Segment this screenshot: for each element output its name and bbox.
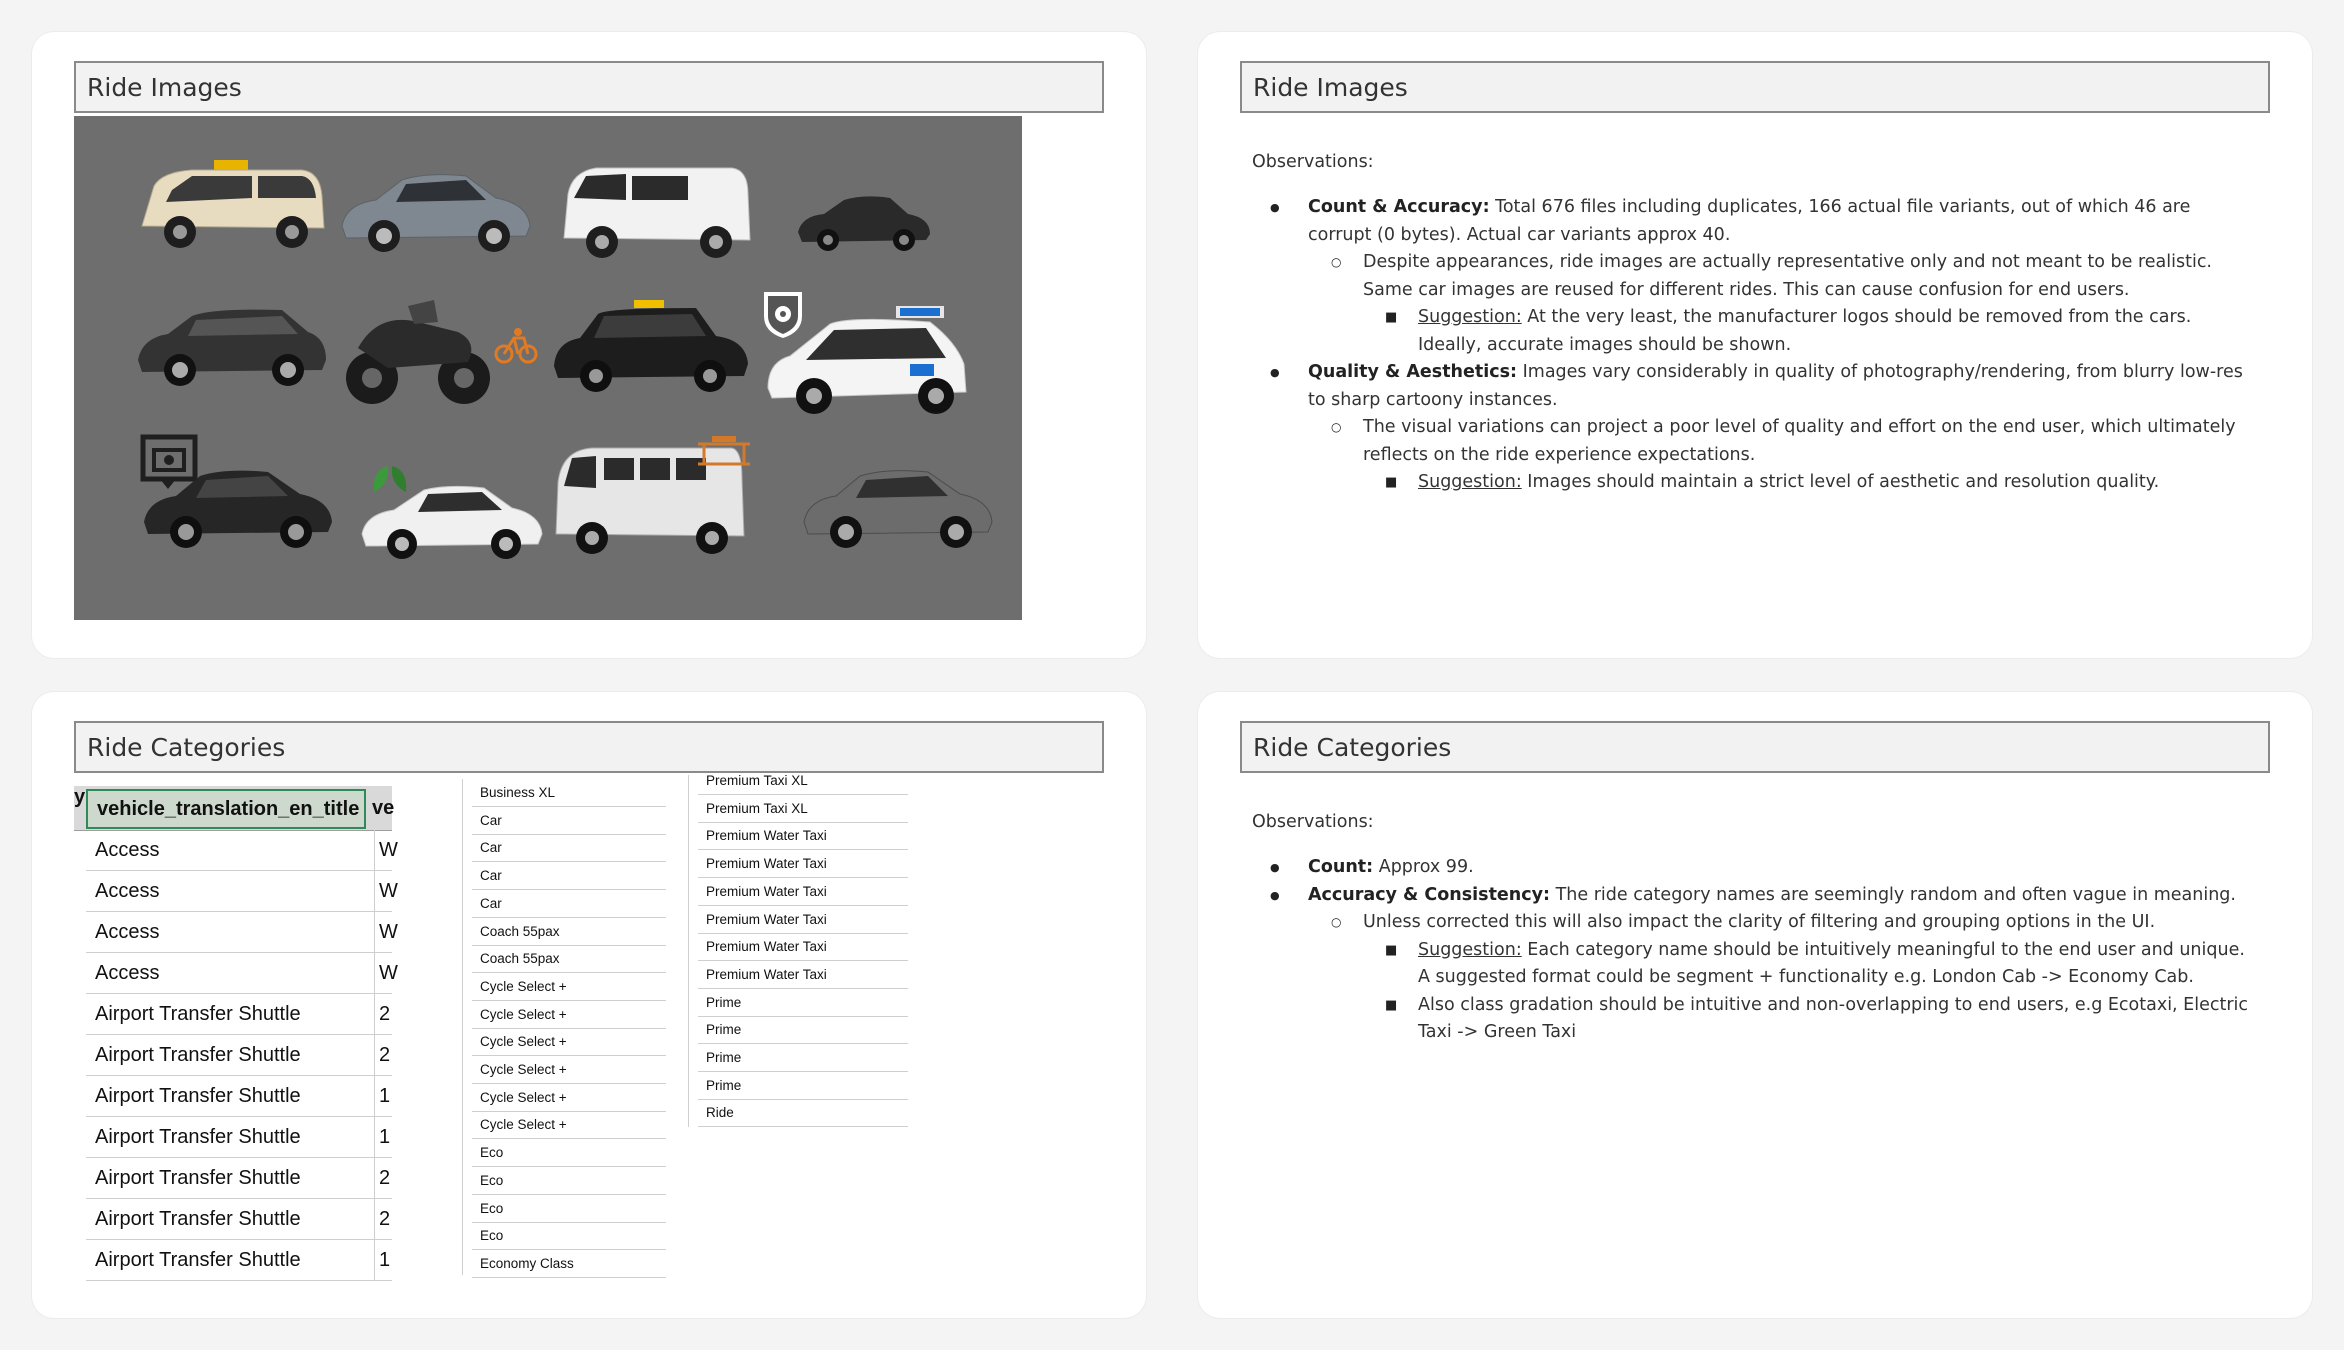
table-row[interactable]: [472, 1222, 666, 1250]
table-cell-title[interactable]: Airport Transfer Shuttle: [95, 1167, 301, 1189]
table-row[interactable]: [86, 953, 398, 994]
table-cell-clipped[interactable]: 1: [374, 1076, 395, 1116]
slide-ride-images-gallery: [32, 32, 1146, 658]
observations-list: [1252, 194, 2252, 497]
table-row[interactable]: [698, 1099, 908, 1127]
table-row[interactable]: [472, 1084, 666, 1112]
table-cell-category[interactable]: Ride: [706, 1105, 734, 1121]
london-cab-icon: [546, 296, 756, 396]
table-row[interactable]: [472, 1167, 666, 1195]
table-cell-category[interactable]: Prime: [706, 994, 742, 1010]
table-cell-category[interactable]: Eco: [480, 1172, 504, 1188]
sedan-black-small-icon: [794, 186, 934, 256]
table-row[interactable]: [86, 830, 398, 871]
table-cell-category[interactable]: Prime: [706, 1050, 742, 1065]
spreadsheet-header-row: [74, 786, 395, 831]
table-cell-category[interactable]: Business XL: [480, 785, 556, 800]
table-cell-category[interactable]: Premium Water Taxi: [706, 939, 827, 955]
table-cell-clipped[interactable]: 2: [374, 1035, 395, 1075]
table-row[interactable]: [698, 1044, 908, 1072]
slide-title: Ride Images: [74, 61, 1104, 113]
table-cell-category[interactable]: Premium Water Taxi: [706, 911, 827, 927]
table-cell-category[interactable]: Economy Class: [480, 1255, 574, 1271]
table-cell-clipped[interactable]: W: [374, 953, 395, 993]
table-cell-category[interactable]: Premium Water Taxi: [706, 883, 827, 899]
list-item: ○ Unless corrected this will also impact the clarity of filtering and grouping options in the UI.: [1252, 909, 2252, 937]
table-cell-clipped[interactable]: W: [374, 912, 395, 952]
table-cell-title[interactable]: Airport Transfer Shuttle: [95, 1126, 301, 1148]
table-row[interactable]: [472, 973, 666, 1001]
table-cell-category[interactable]: Premium Water Taxi: [706, 856, 827, 872]
list-item: ● Count: Approx 99.: [1252, 854, 2252, 882]
table-row[interactable]: [698, 1016, 908, 1044]
table-cell-category[interactable]: Cycle Select +: [480, 1034, 567, 1050]
table-row[interactable]: [472, 1195, 666, 1223]
slide-title: Ride Images: [1240, 61, 2270, 113]
table-row[interactable]: [698, 878, 908, 906]
table-row[interactable]: [86, 912, 398, 953]
slide-title: Ride Categories: [1240, 721, 2270, 773]
list-item: ■ Suggestion: Each category name should be intuitively meaningful to the end user and unique. A suggested format could be segment + functionality e.g. London Cab -> Economy Cab.: [1252, 937, 2252, 992]
table-cell-category[interactable]: Car: [480, 812, 502, 828]
table-cell-category[interactable]: Cycle Select +: [480, 1117, 567, 1133]
table-row[interactable]: [472, 945, 666, 973]
table-cell-category[interactable]: Coach 55pax: [480, 923, 560, 939]
observations-block: [1252, 152, 2252, 497]
sedan-grey-icon: [798, 456, 998, 556]
table-cell-title[interactable]: Airport Transfer Shuttle: [95, 1044, 301, 1066]
table-cell-clipped[interactable]: 2: [374, 1199, 395, 1239]
table-row[interactable]: [472, 807, 666, 835]
table-cell-title[interactable]: Access: [95, 880, 160, 902]
table-cell-clipped[interactable]: 2: [374, 1158, 395, 1198]
table-row[interactable]: [472, 779, 666, 807]
table-cell-clipped[interactable]: 2: [374, 994, 395, 1034]
header-cell-right-edge: ve: [372, 797, 395, 819]
table-row[interactable]: [472, 1111, 666, 1139]
table-row[interactable]: [698, 767, 908, 795]
observations-label: Observations:: [1252, 152, 1374, 172]
header-cell-left-edge: y: [74, 786, 86, 808]
table-row[interactable]: [86, 871, 398, 912]
table-cell-title[interactable]: Access: [95, 962, 160, 984]
table-cell-category[interactable]: Prime: [706, 1022, 742, 1038]
table-row[interactable]: [472, 1028, 666, 1056]
table-row[interactable]: [86, 1199, 392, 1240]
table-cell-clipped[interactable]: 1: [374, 1240, 395, 1280]
table-cell-category[interactable]: Eco: [480, 1145, 504, 1161]
list-item: ■ Suggestion: Images should maintain a strict level of aesthetic and resolution quality.: [1252, 469, 2252, 497]
estate-car-black-icon: [132, 294, 332, 394]
table-row[interactable]: [86, 1076, 392, 1117]
table-cell-category[interactable]: Cycle Select +: [480, 978, 567, 994]
table-row[interactable]: [698, 961, 908, 989]
motorcycle-icon: [338, 292, 498, 412]
white-hybrid-car-icon: [356, 472, 546, 562]
table-row[interactable]: [472, 1250, 666, 1278]
table-row[interactable]: [698, 795, 908, 823]
table-cell-category[interactable]: Car: [480, 868, 502, 884]
table-row[interactable]: [698, 933, 908, 961]
table-row[interactable]: [472, 862, 666, 890]
table-cell-title[interactable]: Airport Transfer Shuttle: [95, 1249, 301, 1271]
table-cell-category[interactable]: Eco: [480, 1200, 504, 1216]
table-cell-title[interactable]: Airport Transfer Shuttle: [95, 1003, 301, 1025]
slide-ride-images-notes: [1198, 32, 2312, 658]
table-row[interactable]: [472, 1139, 666, 1167]
shuttle-logo-icon: [694, 432, 754, 475]
table-cell-category[interactable]: Prime: [706, 1077, 742, 1093]
list-item: ● Quality & Aesthetics: Images vary considerably in quality of photography/rendering, from blurry low-res to sharp cartoony instances.: [1252, 359, 2252, 414]
bicycle-icon: [494, 326, 538, 371]
table-row[interactable]: [472, 918, 666, 946]
table-row[interactable]: [472, 834, 666, 862]
table-cell-category[interactable]: Cycle Select +: [480, 1089, 567, 1105]
table-cell-category[interactable]: Car: [480, 895, 502, 911]
slide-title: Ride Categories: [74, 721, 1104, 773]
sedan-black-large-icon: [138, 456, 338, 556]
table-row[interactable]: [472, 890, 666, 918]
observations-list: [1252, 854, 2252, 1047]
observations-block: [1252, 812, 2252, 1047]
spreadsheet-categories-c: [686, 775, 908, 1127]
spreadsheet-vehicle-titles: [74, 786, 398, 1286]
taxi-van-icon: [132, 156, 332, 256]
table-row[interactable]: [698, 906, 908, 934]
table-cell-category[interactable]: Premium Water Taxi: [706, 828, 827, 844]
table-cell-category[interactable]: Coach 55pax: [480, 951, 560, 967]
slide-ride-categories-notes: [1198, 692, 2312, 1318]
list-item: ○ Despite appearances, ride images are actually representative only and not meant to be realistic. Same car images are reused for different rides. This can cause confusion for end users.: [1252, 249, 2252, 304]
table-row[interactable]: [86, 1035, 392, 1076]
table-row[interactable]: [86, 1240, 392, 1281]
white-hatchback-taxi-icon: [760, 302, 980, 422]
table-cell-clipped[interactable]: W: [374, 871, 395, 911]
table-row[interactable]: [698, 989, 908, 1017]
list-item: ■ Also class gradation should be intuitive and non-overlapping to end users, e.g Ecotaxi, Electric Taxi -> Green Taxi: [1252, 992, 2252, 1047]
observations-label: Observations:: [1252, 812, 1374, 832]
list-item: ■ Suggestion: At the very least, the manufacturer logos should be removed from the cars. Ideally, accurate images should be shown.: [1252, 304, 2252, 359]
table-row[interactable]: [472, 1056, 666, 1084]
table-cell-title[interactable]: Access: [95, 921, 160, 943]
table-row[interactable]: [698, 822, 908, 850]
table-cell-category[interactable]: Cycle Select +: [480, 1006, 567, 1022]
table-row[interactable]: [86, 1158, 392, 1199]
table-cell-category[interactable]: Cycle Select +: [480, 1062, 567, 1077]
ride-images-gallery: [74, 116, 1022, 620]
list-item: ● Count & Accuracy: Total 676 files including duplicates, 166 actual file variants, out of which 46 are corrupt (0 bytes). Actual car variants approx 40.: [1252, 194, 2252, 249]
table-cell-category[interactable]: Premium Water Taxi: [706, 966, 827, 982]
table-row[interactable]: [86, 994, 392, 1035]
white-van-icon: [556, 154, 756, 264]
table-row[interactable]: [472, 1001, 666, 1029]
table-cell-title[interactable]: Airport Transfer Shuttle: [95, 1085, 301, 1107]
table-row[interactable]: [86, 1117, 392, 1158]
table-cell-clipped[interactable]: 1: [374, 1117, 395, 1157]
table-cell-title[interactable]: Access: [95, 839, 160, 861]
header-cell-vehicle-title[interactable]: vehicle_translation_en_title: [86, 789, 366, 829]
table-row[interactable]: [698, 850, 908, 878]
table-row[interactable]: [698, 1072, 908, 1100]
table-cell-category[interactable]: Car: [480, 840, 502, 856]
slide-ride-categories-table: [32, 692, 1146, 1318]
table-cell-category[interactable]: Premium Taxi XL: [706, 800, 808, 816]
table-cell-category[interactable]: Eco: [480, 1228, 504, 1244]
list-item: ● Accuracy & Consistency: The ride category names are seemingly random and often vague in meaning.: [1252, 882, 2252, 910]
table-cell-clipped[interactable]: W: [374, 830, 395, 870]
list-item: ○ The visual variations can project a poor level of quality and effort on the end user, which ultimately reflects on the ride experience expectations.: [1252, 414, 2252, 469]
table-cell-title[interactable]: Airport Transfer Shuttle: [95, 1208, 301, 1230]
spreadsheet-categories-b: [460, 779, 666, 1275]
table-cell-category[interactable]: Premium Taxi XL: [706, 773, 808, 788]
sedan-silver-icon: [336, 160, 536, 260]
